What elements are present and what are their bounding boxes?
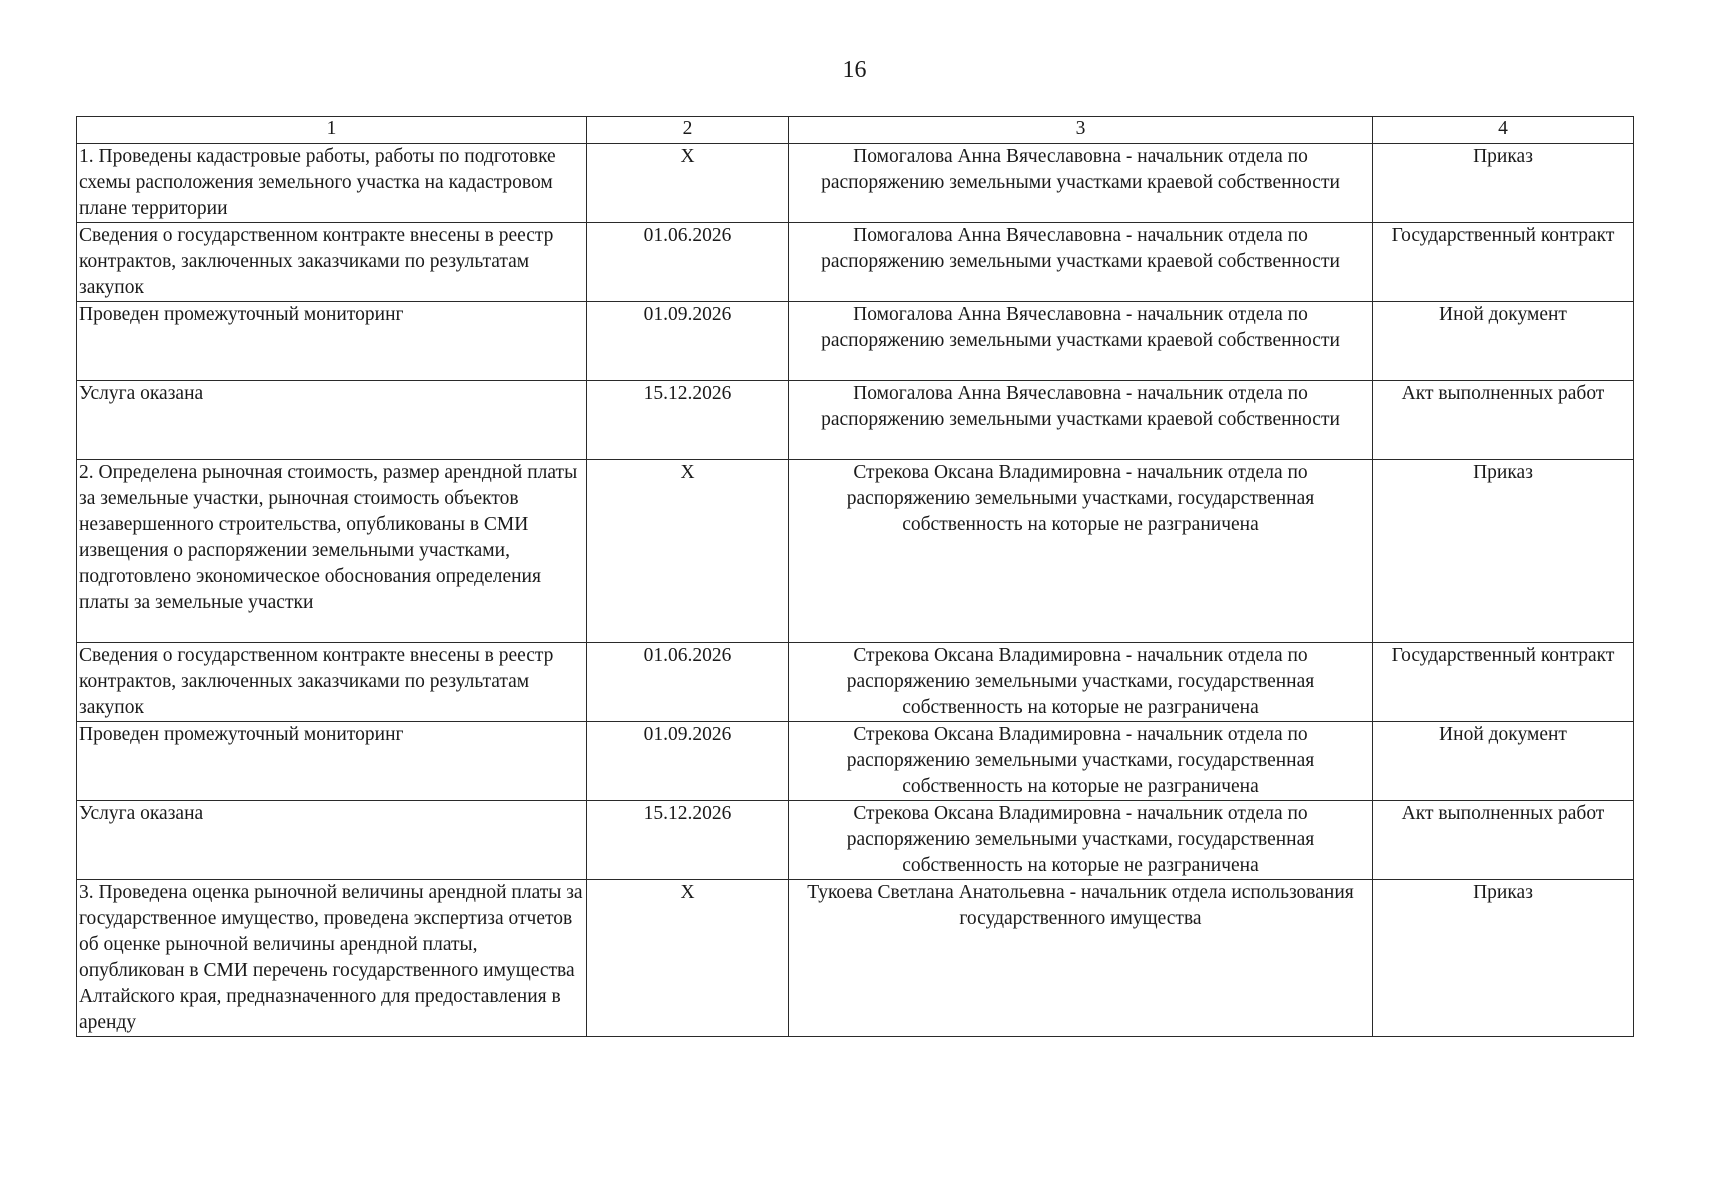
- responsible-cell: Стрекова Оксана Владимировна - начальник отдела по распоряжению земельными участками, государственная собственность на которые не разграничена: [789, 722, 1373, 801]
- date-cell: 01.06.2026: [587, 643, 789, 722]
- date-cell: 15.12.2026: [587, 801, 789, 880]
- responsible-cell: Помогалова Анна Вячеславовна - начальник отдела по распоряжению земельными участками краевой собственности: [789, 223, 1373, 302]
- document-cell: Иной документ: [1373, 302, 1634, 381]
- table-row: [77, 223, 1634, 302]
- table-row: [77, 643, 1634, 722]
- document-cell: Иной документ: [1373, 722, 1634, 801]
- date-cell: 01.06.2026: [587, 223, 789, 302]
- document-cell: Государственный контракт: [1373, 643, 1634, 722]
- date-cell: 15.12.2026: [587, 381, 789, 460]
- responsible-cell: Стрекова Оксана Владимировна - начальник отдела по распоряжению земельными участками, государственная собственность на которые не разграничена: [789, 801, 1373, 880]
- column-header-4: 4: [1373, 117, 1634, 144]
- table-header-row: [77, 117, 1634, 144]
- table-row: [77, 144, 1634, 223]
- event-cell: Услуга оказана: [77, 381, 587, 460]
- date-cell: 01.09.2026: [587, 722, 789, 801]
- table-row: [77, 460, 1634, 643]
- table-row: [77, 381, 1634, 460]
- page-number: [0, 56, 1709, 84]
- event-cell: Услуга оказана: [77, 801, 587, 880]
- responsible-cell: Помогалова Анна Вячеславовна - начальник отдела по распоряжению земельными участками краевой собственности: [789, 144, 1373, 223]
- date-cell: X: [587, 460, 789, 643]
- table-row: [77, 880, 1634, 1037]
- responsible-cell: Стрекова Оксана Владимировна - начальник отдела по распоряжению земельными участками, государственная собственность на которые не разграничена: [789, 460, 1373, 643]
- event-cell: 3. Проведена оценка рыночной величины арендной платы за государственное имущество, проведена экспертиза отчетов об оценке рыночной величины арендной платы, опубликован в СМИ перечень государственного имущества Алтайского края, предназначенного для предоставления в аренду: [77, 880, 587, 1037]
- control-points-table: [76, 116, 1634, 1037]
- document-cell: Приказ: [1373, 460, 1634, 643]
- column-header-2: 2: [587, 117, 789, 144]
- date-cell: X: [587, 880, 789, 1037]
- date-cell: X: [587, 144, 789, 223]
- document-cell: Приказ: [1373, 880, 1634, 1037]
- responsible-cell: Помогалова Анна Вячеславовна - начальник отдела по распоряжению земельными участками краевой собственности: [789, 381, 1373, 460]
- table-row: [77, 722, 1634, 801]
- event-cell: Проведен промежуточный мониторинг: [77, 722, 587, 801]
- document-cell: Акт выполненных работ: [1373, 801, 1634, 880]
- responsible-cell: Тукоева Светлана Анатольевна - начальник отдела использования государственного имущества: [789, 880, 1373, 1037]
- column-header-1: 1: [77, 117, 587, 144]
- responsible-cell: Стрекова Оксана Владимировна - начальник отдела по распоряжению земельными участками, государственная собственность на которые не разграничена: [789, 643, 1373, 722]
- event-cell: Проведен промежуточный мониторинг: [77, 302, 587, 381]
- document-cell: Государственный контракт: [1373, 223, 1634, 302]
- table-row: [77, 302, 1634, 381]
- document-cell: Приказ: [1373, 144, 1634, 223]
- responsible-cell: Помогалова Анна Вячеславовна - начальник отдела по распоряжению земельными участками краевой собственности: [789, 302, 1373, 381]
- event-cell: 1. Проведены кадастровые работы, работы по подготовке схемы расположения земельного участка на кадастровом плане территории: [77, 144, 587, 223]
- event-cell: 2. Определена рыночная стоимость, размер арендной платы за земельные участки, рыночная стоимость объектов незавершенного строительства, опубликованы в СМИ извещения о распоряжении земельными участками, подготовлено экономическое обоснования определения платы за земельные участки: [77, 460, 587, 643]
- event-cell: Сведения о государственном контракте внесены в реестр контрактов, заключенных заказчиками по результатам закупок: [77, 643, 587, 722]
- event-cell: Сведения о государственном контракте внесены в реестр контрактов, заключенных заказчиками по результатам закупок: [77, 223, 587, 302]
- table-row: [77, 801, 1634, 880]
- date-cell: 01.09.2026: [587, 302, 789, 381]
- page-number-text: 16: [842, 57, 867, 83]
- column-header-3: 3: [789, 117, 1373, 144]
- document-cell: Акт выполненных работ: [1373, 381, 1634, 460]
